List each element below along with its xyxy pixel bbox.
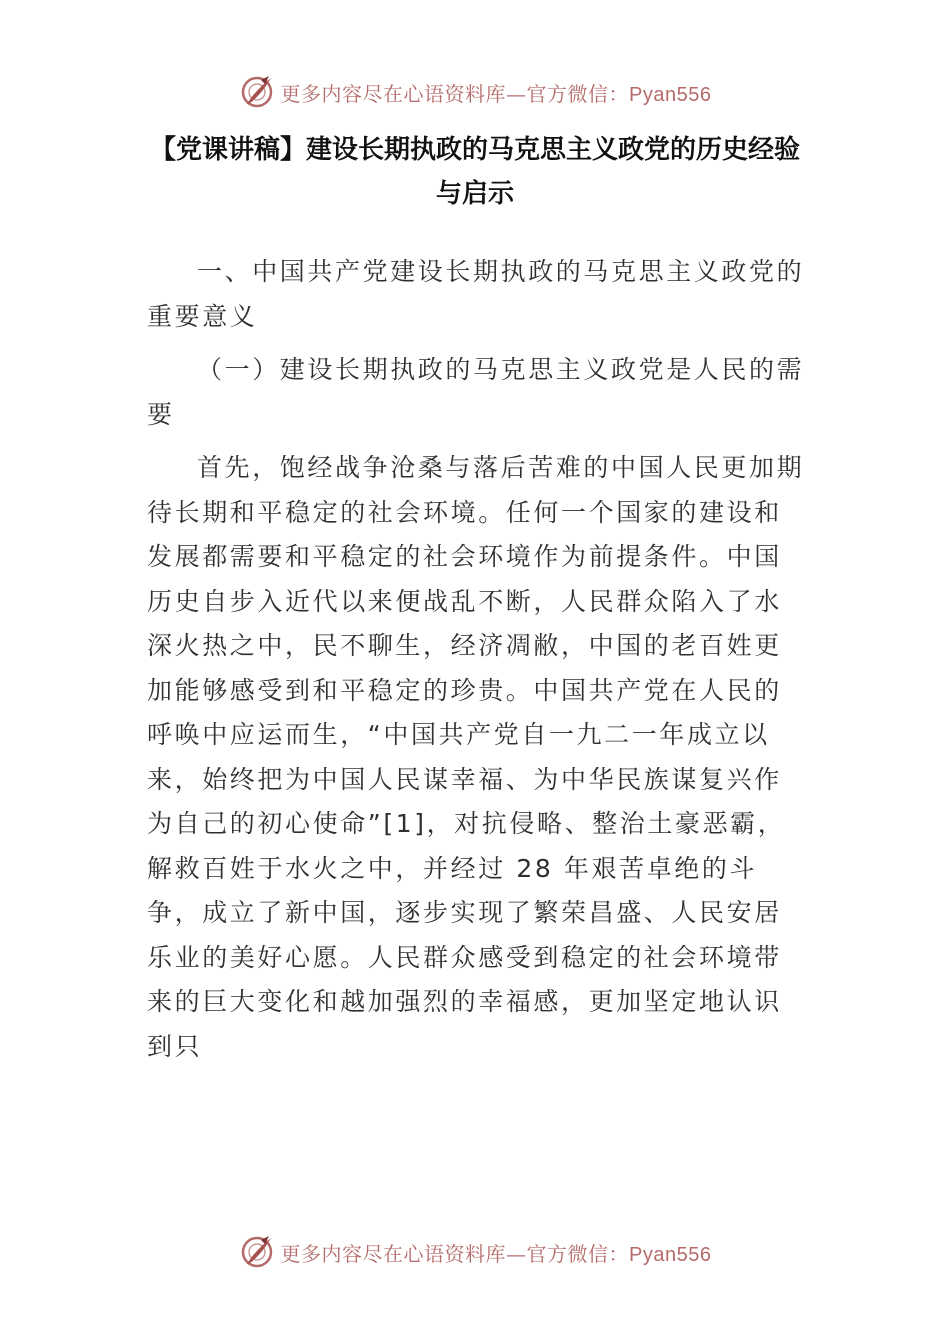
watermark-text: 更多内容尽在心语资料库—官方微信：Pyan556 — [280, 81, 712, 106]
header-watermark — [0, 70, 950, 114]
quill-seal-logo-icon — [239, 1234, 275, 1270]
quill-seal-logo-icon — [239, 74, 275, 110]
document-title: 【党课讲稿】建设长期执政的马克思主义政党的历史经验与启示 — [149, 135, 800, 209]
subsection-heading: （一）建设长期执政的马克思主义政党是人民的需要 — [147, 355, 805, 429]
body-paragraph: 首先，饱经战争沧桑与落后苦难的中国人民更加期待长期和平稳定的社会环境。任何一个国家的建设和发展都需要和平稳定的社会环境作为前提条件。中国历史自步入近代以来便战乱不断，人民群众陷入了水深火热之中，民不聊生，经济凋敝，中国的老百姓更加能够感受到和平稳定的珍贵。中国共产党在人民的呼唤中应运而生，“中国共产党自一九二一年成立以来，始终把为中国人民谋幸福、为中华民族谋复兴作为自己的初心使命”[1]，对抗侵略、整治土豪恶霸，解救百姓于水火之中，并经过 28 年艰苦卓绝的斗争，成立了新中国，逐步实现了繁荣昌盛、人民安居乐业的美好心愿。人民群众感受到稳定的社会环境带来的巨大变化和越加强烈的幸福感，更加坚定地认识到只 — [147, 453, 805, 1061]
footer-watermark — [0, 1230, 950, 1274]
watermark-handle: Pyan556 — [629, 1243, 712, 1266]
watermark-text: 更多内容尽在心语资料库—官方微信：Pyan556 — [280, 1241, 712, 1266]
document-body — [147, 250, 807, 1069]
watermark-handle: Pyan556 — [629, 83, 712, 106]
section-heading: 一、中国共产党建设长期执政的马克思主义政党的重要意义 — [147, 257, 805, 331]
